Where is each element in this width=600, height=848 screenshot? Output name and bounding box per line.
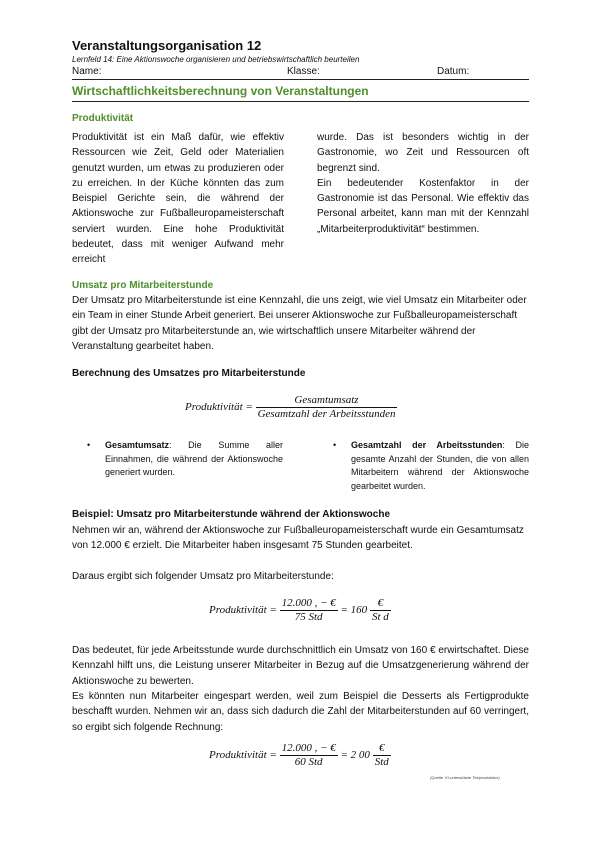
bullet-term: Gesamtumsatz xyxy=(105,440,170,450)
name-label: Name: xyxy=(72,66,102,77)
unit-numerator: € xyxy=(370,597,391,611)
formula-lhs: Produktivität = xyxy=(209,749,277,762)
worksheet-subtitle: Lernfeld 14: Eine Aktionswoche organisieren und betriebswirtschaftlich beurteilen xyxy=(72,55,360,64)
formula-fraction xyxy=(256,394,398,421)
date-label: Datum: xyxy=(437,66,470,77)
bullet-text xyxy=(351,439,529,493)
worksheet-title: Veranstaltungsorganisation 12 xyxy=(72,38,262,53)
formula-fraction xyxy=(280,597,338,624)
formula-denominator: 75 Std xyxy=(294,611,323,623)
formula-numerator: 12.000 , − € xyxy=(281,742,336,754)
bullet-desc: : Die gesamte Anzahl der Stunden, die von allen Mitarbeitern während der Aktionswoche gearbeitet wurden. xyxy=(351,440,529,491)
unit-denominator: Std xyxy=(374,756,389,768)
productivity-col2-para1: wurde. Das ist besonders wichtig in der Gastronomie, wo Zeit und Ressourcen oft begrenzt sind. xyxy=(317,132,529,174)
section-heading-productivity: Produktivität xyxy=(72,113,134,124)
bullet-desc: : Die Summe aller Einnahmen, die während der Aktionswoche generiert wurden. xyxy=(105,440,283,477)
main-title: Wirtschaftlichkeitsberechnung von Veranstaltungen xyxy=(72,84,529,102)
formula-unit xyxy=(370,597,391,624)
example-paragraph-4: Es könnten nun Mitarbeiter eingespart werden, weil zum Beispiel die Desserts als Fertigprodukte beschafft wurden. Nehmen wir an, dass sich dadurch die Zahl der Mitarbeiterstunden auf 60 verringert, so ergibt sich folgende Rechnung: xyxy=(72,691,529,733)
example-heading: Beispiel: Umsatz pro Mitarbeiterstunde während der Aktionswoche xyxy=(72,509,391,520)
example-paragraph-2: Daraus ergibt sich folgender Umsatz pro Mitarbeiterstunde: xyxy=(72,571,334,582)
revenue-paragraph: Der Umsatz pro Mitarbeiterstunde ist eine Kennzahl, die uns zeigt, wie viel Umsatz ein Mitarbeiter oder ein Team in einer Stunde Arbeit generiert. Bei unserer Aktionswoche zur Fußballeuropameisterschaft gibt der Umsatz pro Mitarbeiterstunde an, wie wirtschaftlich unsere Mitarbeiter während der Veranstaltung gearbeitet haben. xyxy=(72,295,527,352)
bullet-total-hours xyxy=(333,439,529,499)
productivity-col1: Produktivität ist ein Maß dafür, wie effektiv Ressourcen wie Zeit, Geld oder Materialien genutzt wurden, um etwas zu produzieren oder zu erreichen. In der Küche könnten das zum Beispiel Gerichte sein, die während der Aktionswoche zur Fußballeuropameisterschaft serviert wurden. Eine hohe Produktivität bedeutet, dass mit weniger Aufwand mehr erreicht xyxy=(72,132,284,266)
bullet-total-revenue xyxy=(87,439,283,484)
example-paragraph-3: Das bedeutet, für jede Arbeitsstunde wurde durchschnittlich ein Umsatz von 160 € erwirtschaftet. Diese Kennzahl hilft uns, die Leistung unserer Mitarbeiter in Bezug auf die Umsatzgenerierung während der Aktionswoche zu bewerten. xyxy=(72,645,529,687)
example-formula-1 xyxy=(209,597,391,624)
section-heading-revenue: Umsatz pro Mitarbeiterstunde xyxy=(72,280,214,291)
formula-unit xyxy=(373,742,391,769)
formula-result: = 160 xyxy=(340,604,368,617)
productivity-col2-para2: Ein bedeutender Kostenfaktor in der Gastronomie ist das Personal. Wie effektiv das Personal arbeitet, kann man mit der Kennzahl „Mitarbeiterproduktivität“ bestimmen. xyxy=(317,177,529,235)
formula-result: = 2 00 xyxy=(340,749,370,762)
bullet-dot: • xyxy=(333,440,337,450)
formula-lhs: Produktivität = xyxy=(185,401,253,414)
formula-denominator: Gesamtzahl der Arbeitsstunden xyxy=(257,408,396,420)
formula-numerator: Gesamtumsatz xyxy=(256,394,398,408)
bullet-dot: • xyxy=(87,440,91,450)
unit-denominator: St d xyxy=(371,611,389,623)
name-class-date-row xyxy=(72,66,529,80)
formula-lhs: Produktivität = xyxy=(209,604,277,617)
formula-fraction xyxy=(280,742,338,769)
source-note: (Quelle: KI-unterstützte Textproduktion) xyxy=(430,775,500,780)
bullet-term: Gesamtzahl der Arbeitsstunden xyxy=(351,440,503,450)
calc-heading: Berechnung des Umsatzes pro Mitarbeiterstunde xyxy=(72,368,306,379)
formula-numerator: 12.000 , − € xyxy=(281,597,336,609)
unit-numerator: € xyxy=(373,742,391,756)
bullet-text xyxy=(105,439,283,480)
productivity-formula xyxy=(185,394,397,421)
formula-denominator: 60 Std xyxy=(294,756,323,768)
example-paragraph-1: Nehmen wir an, während der Aktionswoche zur Fußballeuropameisterschaft wurde ein Gesamtumsatz von 12.000 € erzielt. Die Mitarbeiter haben insgesamt 75 Stunden gearbeitet. xyxy=(72,525,524,552)
example-formula-2 xyxy=(209,742,391,769)
productivity-col2 xyxy=(317,130,529,237)
class-label: Klasse: xyxy=(287,66,320,77)
